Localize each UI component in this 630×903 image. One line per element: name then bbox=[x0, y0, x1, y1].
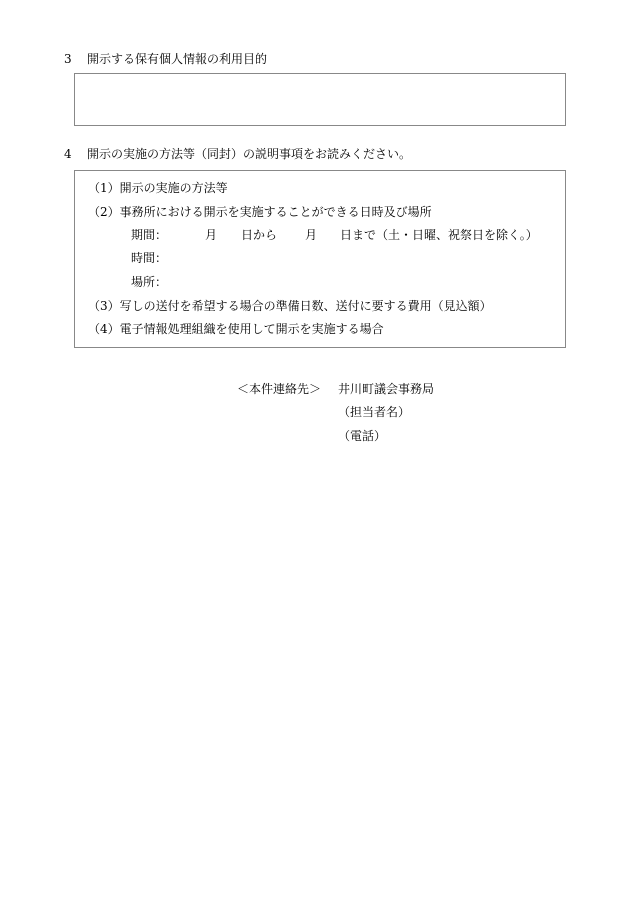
section3-number: 3 bbox=[64, 52, 72, 66]
section4-number: 4 bbox=[64, 147, 72, 161]
contact-label: ＜本件連絡先＞ bbox=[237, 382, 322, 396]
section3-title: 開示する保有個人情報の利用目的 bbox=[87, 52, 268, 66]
period-day-from: 日から bbox=[241, 228, 278, 242]
period-month2: 月 bbox=[305, 228, 318, 242]
period-month1: 月 bbox=[205, 228, 218, 242]
contact-office: 井川町議会事務局 bbox=[338, 382, 435, 396]
place-label: 場所： bbox=[131, 275, 168, 289]
section4-title: 開示の実施の方法等（同封）の説明事項をお読みください。 bbox=[87, 147, 412, 161]
period-label: 期間： bbox=[131, 228, 168, 242]
section4-item-4: （4）電子情報処理組織を使用して開示を実施する場合 bbox=[88, 322, 384, 336]
section4-item-2: （2）事務所における開示を実施することができる日時及び場所 bbox=[88, 205, 432, 219]
section3-content bbox=[75, 74, 565, 86]
section3-input-box[interactable] bbox=[74, 73, 566, 126]
section4-item-3: （3）写しの送付を希望する場合の準備日数、送付に要する費用（見込額） bbox=[88, 299, 492, 313]
contact-person: （担当者名） bbox=[338, 405, 411, 419]
section4-item-1: （1）開示の実施の方法等 bbox=[88, 181, 228, 195]
contact-phone: （電話） bbox=[338, 429, 387, 443]
period-day-until: 日まで（土・日曜、祝祭日を除く。） bbox=[340, 228, 538, 242]
time-label: 時間： bbox=[131, 251, 168, 265]
